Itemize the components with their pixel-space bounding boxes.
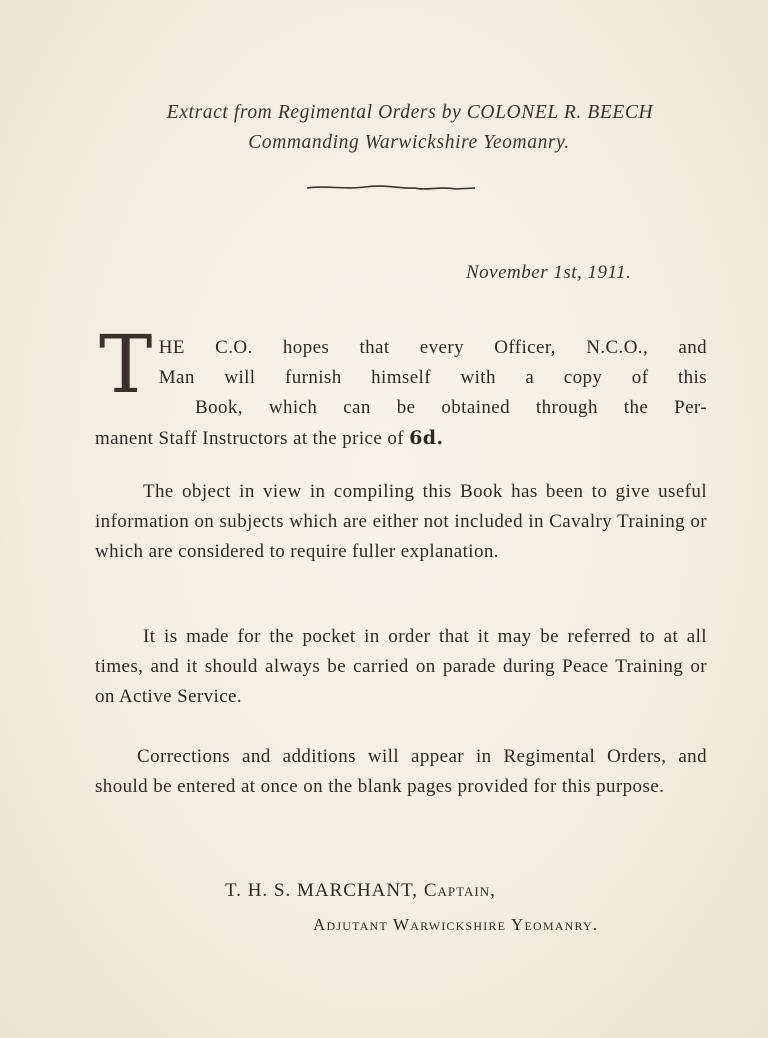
paragraph-1-line-4 <box>95 423 707 454</box>
paragraph-1-line-2: Man will furnish himself with a copy of this <box>158 367 707 388</box>
heading-line-2: Commanding Warwickshire Yeomanry. <box>248 132 570 153</box>
signatory-rank: Captain, <box>423 880 496 901</box>
heading-line-1: Extract from Regimental Orders by COLONEL R. BEECH <box>166 102 654 123</box>
signatory-title: Adjutant Warwickshire Yeomanry. <box>313 915 599 934</box>
paragraph-1-line-3: Book, which can be obtained through the Per- <box>195 397 707 418</box>
drop-cap-letter: T <box>99 318 153 411</box>
document-date: November 1st, 1911. <box>466 262 632 283</box>
signatory-name: T. H. S. MARCHANT, <box>225 880 419 901</box>
signature-name-line <box>225 880 496 902</box>
paragraph-3: It is made for the pocket in order that it may be referred to at all times, and it should always be carried on parade during Peace Training or on Active Service. <box>95 626 707 707</box>
paragraph-2: The object in view in compiling this Book has been to give useful information on subjects which are either not included in Cavalry Training or which are considered to require fuller explanation. <box>95 481 707 562</box>
document-heading <box>0 98 768 158</box>
paragraph-4: Corrections and additions will appear in Regimental Orders, and should be entered at once on the blank pages provided for this purpose. <box>95 746 707 797</box>
paragraph-1-line-1: HE C.O. hopes that every Officer, N.C.O., and <box>158 337 707 358</box>
paragraph-1-line-4-text: manent Staff Instructors at the price of <box>95 428 410 449</box>
price-text: 6d. <box>409 427 444 449</box>
ornamental-rule <box>305 178 477 198</box>
paragraph-1 <box>95 318 707 454</box>
